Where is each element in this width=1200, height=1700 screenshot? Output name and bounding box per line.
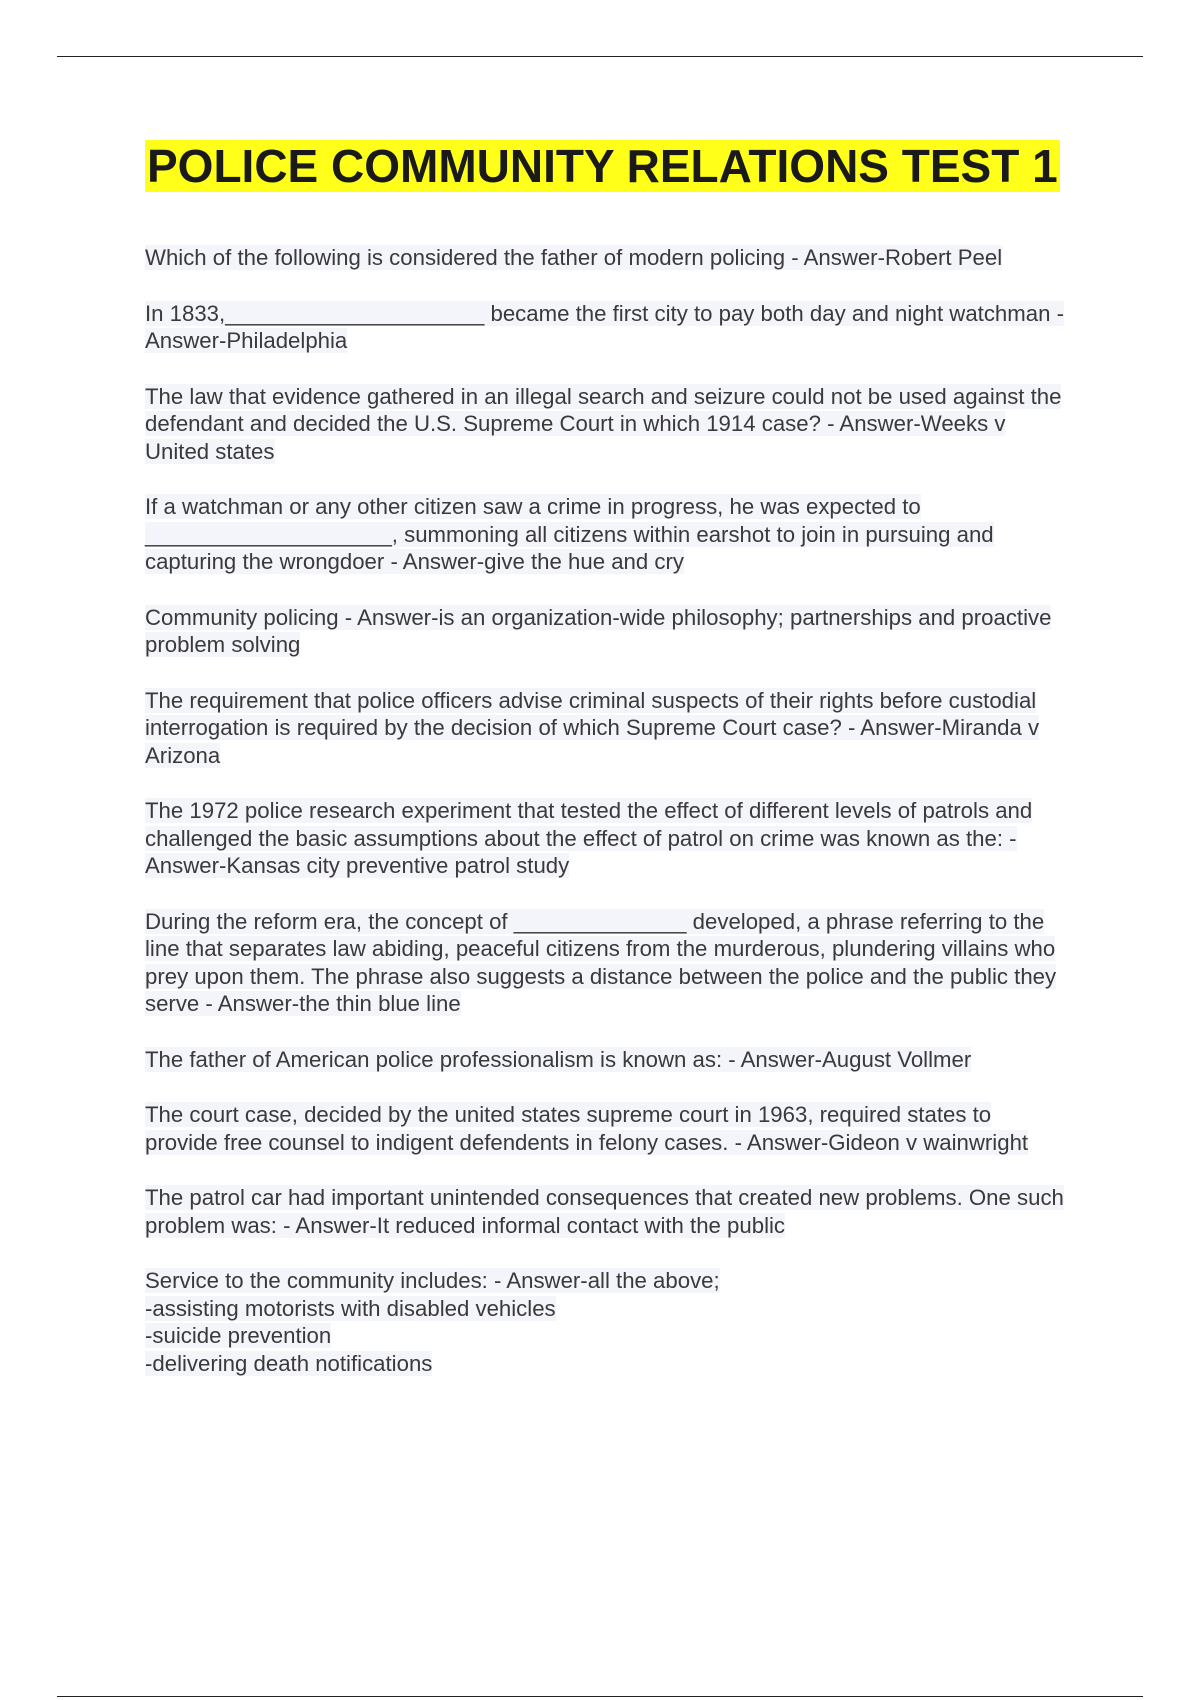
qa-item (145, 1101, 1065, 1156)
qa-item-text: The 1972 police research experiment that tested the effect of different levels of patrols and challenged the basic assumptions about the effect of patrol on crime was known as the: - Answer-Kansas city preventive patrol study (145, 798, 1033, 878)
qa-item (145, 1267, 1065, 1377)
qa-item-text: Service to the community includes: - Answer-all the above; -assisting motorists with disabled vehicles -suicide prevention -delivering death notifications (145, 1268, 720, 1376)
qa-item-text: The patrol car had important unintended consequences that created new problems. One such problem was: - Answer-It reduced informal contact with the public (145, 1185, 1064, 1238)
qa-item (145, 604, 1065, 659)
qa-item (145, 244, 1065, 272)
document-title-text: POLICE COMMUNITY RELATIONS TEST 1 (147, 140, 1058, 192)
qa-item-text: In 1833,_____________________ became the first city to pay both day and night watchman - Answer-Philadelphia (145, 300, 1064, 353)
qa-item-text: The requirement that police officers advise criminal suspects of their rights before custodial interrogation is required by the decision of which Supreme Court case? - Answer-Miranda v Arizona (145, 687, 1040, 768)
bottom-rule (57, 1696, 1143, 1697)
qa-item-text: Community policing - Answer-is an organization-wide philosophy; partnerships and proactive problem solving (145, 604, 1052, 657)
qa-item (145, 1046, 1065, 1074)
qa-item-text: The court case, decided by the united states supreme court in 1963, required states to provide free counsel to indigent defendents in felony cases. - Answer-Gideon v wainwright (145, 1102, 1029, 1155)
qa-item-text: During the reform era, the concept of ______________ developed, a phrase referring to the line that separates law abiding, peaceful citizens from the murderous, plundering villains who prey upon them. The phrase also suggests a distance between the police and the public they serve - Answer-the thin blue line (145, 908, 1057, 1016)
qa-item-text: The father of American police professionalism is known as: - Answer-August Vollmer (145, 1046, 972, 1072)
qa-item-text: The law that evidence gathered in an illegal search and seizure could not be used against the defendant and decided the U.S. Supreme Court in which 1914 case? - Answer-Weeks v United states (145, 383, 1062, 464)
qa-item (145, 300, 1065, 355)
qa-item-text: Which of the following is considered the father of modern policing - Answer-Robert Peel (145, 245, 1003, 270)
question-answer-list (145, 244, 1065, 1377)
qa-item-text: If a watchman or any other citizen saw a crime in progress, he was expected to ____________________, summoning all citizens within earshot to join in pursuing and capturing the wrongdoer - Answer-give the hue and cry (145, 494, 994, 574)
document-body (145, 138, 1065, 1405)
qa-item (145, 908, 1065, 1018)
top-rule (57, 56, 1143, 57)
qa-item (145, 687, 1065, 770)
qa-item (145, 383, 1065, 466)
qa-item (145, 493, 1065, 576)
qa-item (145, 1184, 1065, 1239)
document-title (145, 138, 1065, 194)
qa-item (145, 797, 1065, 880)
